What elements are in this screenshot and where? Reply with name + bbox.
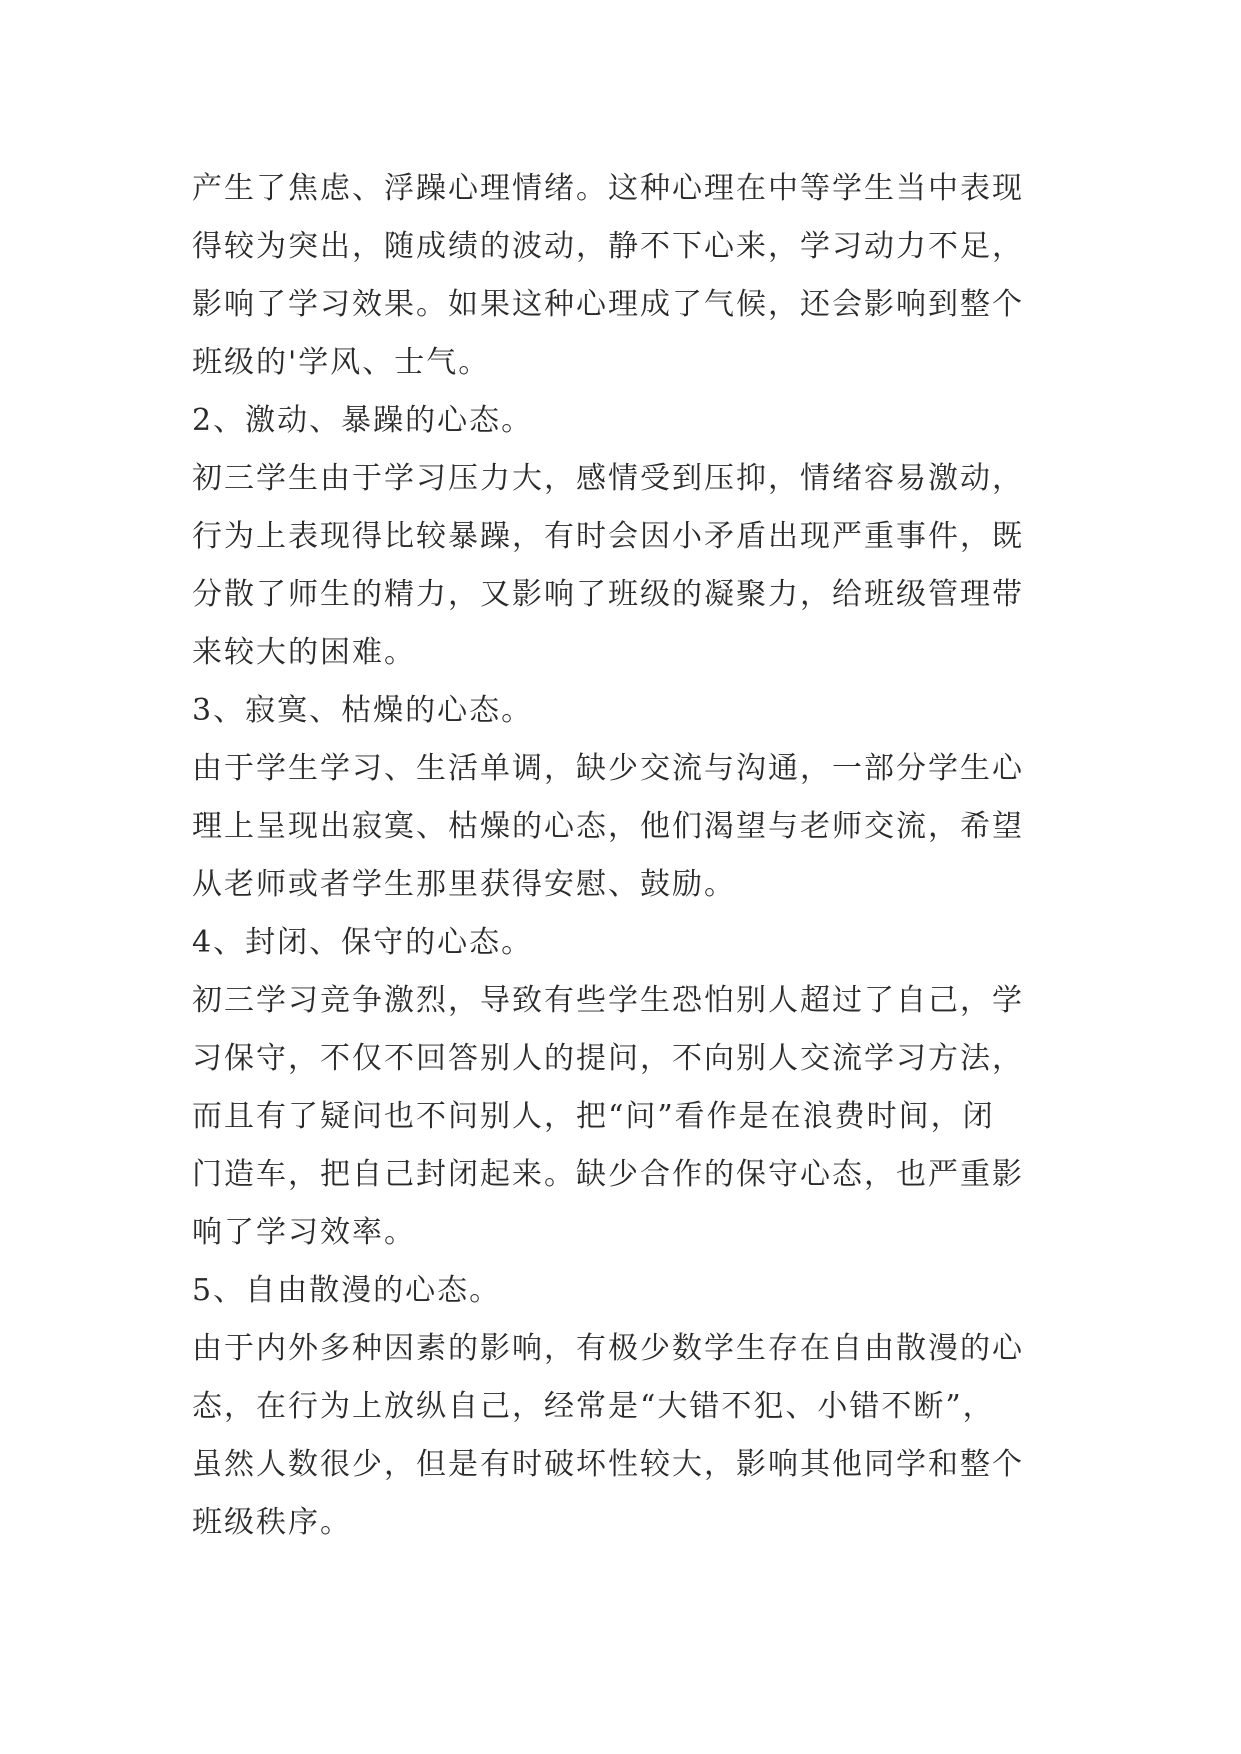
text-line: 分散了师生的精力，又影响了班级的凝聚力，给班级管理带	[192, 577, 1024, 612]
text-line: 初三学生由于学习压力大，感情受到压抑，情绪容易激动，	[192, 461, 1024, 496]
text-line: 来较大的困难。	[192, 635, 416, 670]
text-line: 初三学习竞争激烈，导致有些学生恐怕别人超过了自己，学	[192, 983, 1024, 1018]
text-line: 门造车，把自己封闭起来。缺少合作的保守心态，也严重影	[192, 1157, 1024, 1192]
text-line: 班级的'学风、士气。	[192, 345, 491, 380]
text-line: 行为上表现得比较暴躁，有时会因小矛盾出现严重事件，既	[192, 519, 1024, 554]
text-line: 态，在行为上放纵自己，经常是“大错不犯、小错不断”，	[192, 1389, 995, 1424]
text-line: 由于内外多种因素的影响，有极少数学生存在自由散漫的心	[192, 1331, 1024, 1366]
text-line: 产生了焦虑、浮躁心理情绪。这种心理在中等学生当中表现	[192, 171, 1024, 206]
text-line: 影响了学习效果。如果这种心理成了气候，还会影响到整个	[192, 287, 1024, 322]
section-heading: 2、激动、暴躁的心态。	[192, 403, 534, 438]
text-line: 从老师或者学生那里获得安慰、鼓励。	[192, 867, 736, 902]
text-line: 虽然人数很少，但是有时破坏性较大，影响其他同学和整个	[192, 1447, 1024, 1482]
body-text	[192, 160, 1072, 1552]
text-line: 响了学习效率。	[192, 1215, 416, 1250]
text-line: 得较为突出，随成绩的波动，静不下心来，学习动力不足，	[192, 229, 1024, 264]
text-line: 习保守，不仅不回答别人的提问，不向别人交流学习方法，	[192, 1041, 1024, 1076]
text-line: 理上呈现出寂寞、枯燥的心态，他们渴望与老师交流，希望	[192, 809, 1024, 844]
text-line: 班级秩序。	[192, 1505, 352, 1540]
section-heading: 5、自由散漫的心态。	[192, 1273, 502, 1308]
section-heading: 4、封闭、保守的心态。	[192, 925, 534, 960]
section-heading: 3、寂寞、枯燥的心态。	[192, 693, 534, 728]
text-line: 而且有了疑问也不问别人，把“问”看作是在浪费时间，闭	[192, 1099, 995, 1134]
text-line: 由于学生学习、生活单调，缺少交流与沟通，一部分学生心	[192, 751, 1024, 786]
